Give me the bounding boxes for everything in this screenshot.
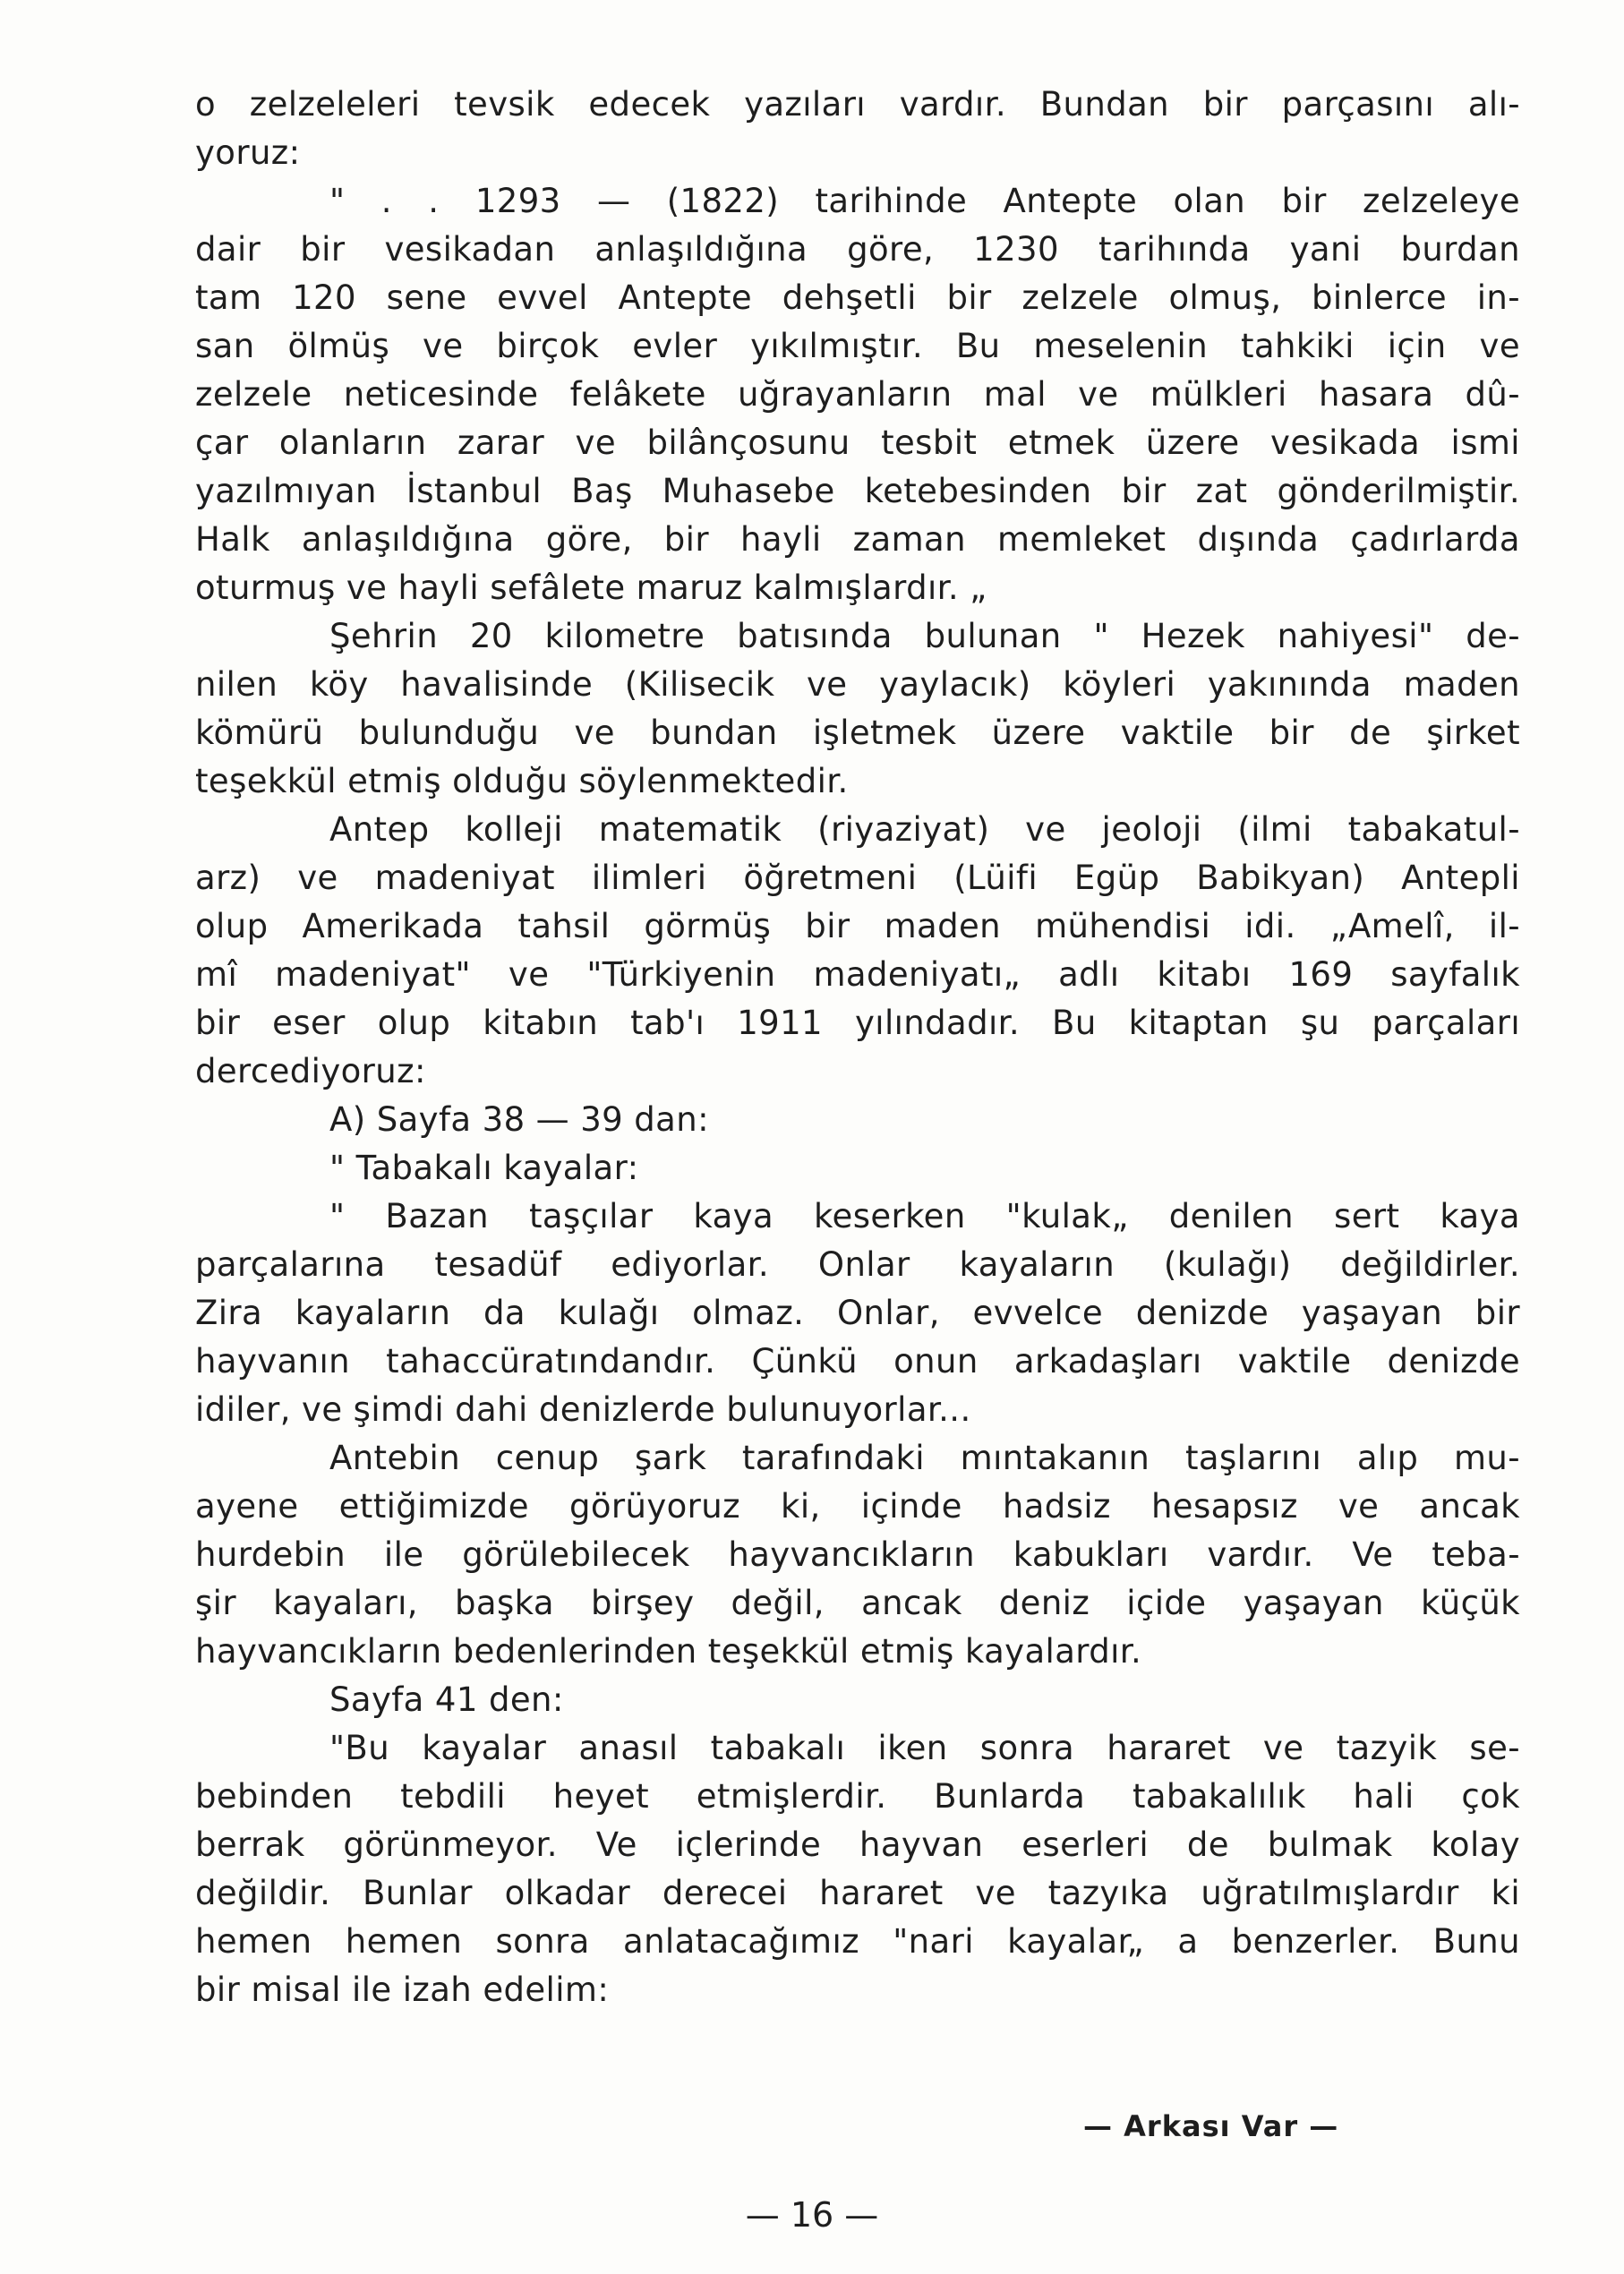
text-line: " . . 1293 — (1822) tarihinde Antepte olan bir zelzeleye	[329, 182, 1520, 220]
article-body	[195, 81, 1520, 2014]
text-line: hemen hemen sonra anlatacağımız "nari kayalar„ a benzerler. Bunu	[195, 1922, 1520, 1961]
text-line: dair bir vesikadan anlaşıldığına göre, 1230 tarihında yani burdan	[195, 230, 1520, 269]
text-line: şir kayaları, başka birşey değil, ancak deniz içide yaşayan küçük	[195, 1584, 1520, 1622]
text-line: "Bu kayalar anasıl tabakalı iken sonra hararet ve tazyik se-	[329, 1729, 1520, 1767]
text-line: bir eser olup kitabın tab'ı 1911 yılındadır. Bu kitaptan şu parçaları	[195, 1004, 1520, 1042]
text-line: Şehrin 20 kilometre batısında bulunan " Hezek nahiyesi" de-	[329, 617, 1520, 655]
text-line: Sayfa 41 den:	[329, 1680, 564, 1719]
text-line: nilen köy havalisinde (Kilisecik ve yaylacık) köyleri yakınında maden	[195, 665, 1520, 704]
text-line: hurdebin ile görülebilecek hayvancıkların kabukları vardır. Ve teba-	[195, 1535, 1520, 1574]
continued-note: — Arkası Var —	[1083, 2109, 1339, 2143]
text-line: zelzele neticesinde felâkete uğrayanların mal ve mülkleri hasara dû-	[195, 375, 1520, 414]
text-line: yazılmıyan İstanbul Baş Muhasebe ketebesinden bir zat gönderilmiştir.	[195, 472, 1520, 510]
text-line: berrak görünmeyor. Ve içlerinde hayvan eserleri de bulmak kolay	[195, 1825, 1520, 1864]
text-line: " Tabakalı kayalar:	[329, 1149, 639, 1187]
text-line: hayvanın tahaccüratındandır. Çünkü onun arkadaşları vaktile denizde	[195, 1342, 1520, 1381]
text-line: o zelzeleleri tevsik edecek yazıları vardır. Bundan bir parçasını alı-	[195, 85, 1520, 124]
text-line: idiler, ve şimdi dahi denizlerde bulunuyorlar...	[195, 1390, 971, 1429]
text-line: Antep kolleji matematik (riyaziyat) ve jeoloji (ilmi tabakatul-	[329, 810, 1520, 849]
text-line: " Bazan taşçılar kaya keserken "kulak„ denilen sert kaya	[329, 1197, 1520, 1235]
text-line: arz) ve madeniyat ilimleri öğretmeni (Lüifi Egüp Babikyan) Antepli	[195, 859, 1520, 897]
text-line: bebinden tebdili heyet etmişlerdir. Bunlarda tabakalılık hali çok	[195, 1777, 1520, 1816]
text-line: bir misal ile izah edelim:	[195, 1971, 610, 2009]
text-line: değildir. Bunlar olkadar derecei hararet ve tazyıka uğratılmışlardır ki	[195, 1874, 1520, 1912]
text-line: hayvancıkların bedenlerinden teşekkül etmiş kayalardır.	[195, 1632, 1142, 1671]
text-line: oturmuş ve hayli sefâlete maruz kalmışlardır. „	[195, 568, 987, 607]
text-line: yoruz:	[195, 133, 301, 172]
text-line: A) Sayfa 38 — 39 dan:	[329, 1100, 709, 1139]
text-line: Zira kayaların da kulağı olmaz. Onlar, evvelce denizde yaşayan bir	[195, 1294, 1520, 1332]
text-line: tam 120 sene evvel Antepte dehşetli bir zelzele olmuş, binlerce in-	[195, 278, 1520, 317]
text-line: Halk anlaşıldığına göre, bir hayli zaman memleket dışında çadırlarda	[195, 520, 1520, 559]
text-line: Antebin cenup şark tarafındaki mıntakanın taşlarını alıp mu-	[329, 1439, 1520, 1477]
text-line: dercediyoruz:	[195, 1052, 426, 1090]
text-line: çar olanların zarar ve bilânçosunu tesbit etmek üzere vesikada ismi	[195, 423, 1520, 462]
page-number: — 16 —	[745, 2195, 879, 2235]
text-line: olup Amerikada tahsil görmüş bir maden mühendisi idi. „Amelî, il-	[195, 907, 1520, 945]
text-line: ayene ettiğimizde görüyoruz ki, içinde hadsiz hesapsız ve ancak	[195, 1487, 1520, 1526]
text-line: san ölmüş ve birçok evler yıkılmıştır. Bu meselenin tahkiki için ve	[195, 327, 1520, 365]
text-line: parçalarına tesadüf ediyorlar. Onlar kayaların (kulağı) değildirler.	[195, 1245, 1520, 1284]
text-line: teşekkül etmiş olduğu söylenmektedir.	[195, 762, 849, 800]
text-line: mî madeniyat" ve "Türkiyenin madeniyatı„ adlı kitabı 169 sayfalık	[195, 955, 1520, 994]
text-line: kömürü bulunduğu ve bundan işletmek üzere vaktile bir de şirket	[195, 714, 1520, 752]
